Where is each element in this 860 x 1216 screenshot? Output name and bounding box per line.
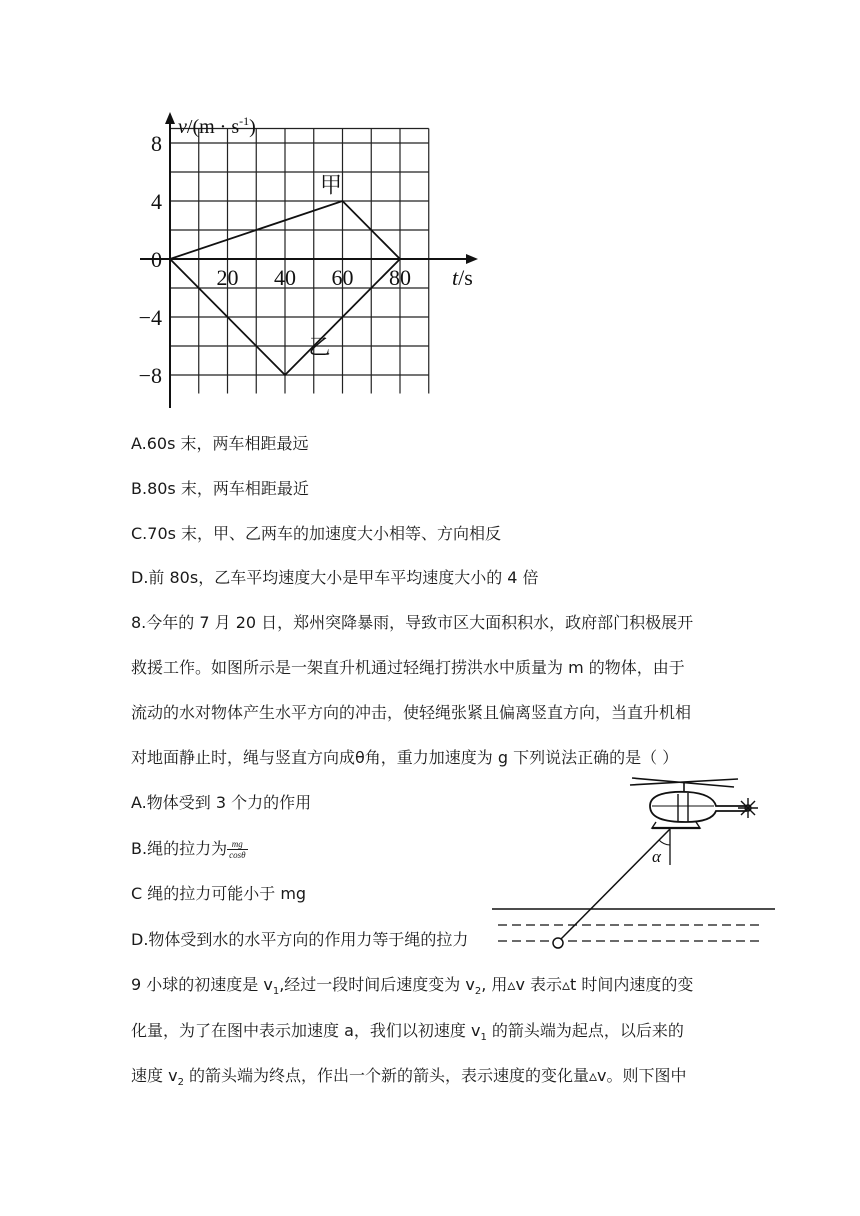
angle-label: α [652, 847, 661, 866]
q9-line-1 [131, 974, 693, 996]
series-label: 乙 [308, 334, 331, 360]
tension-fraction [227, 839, 247, 860]
y-axis-arrow [165, 112, 175, 124]
q7-option-c: C.70s 末，甲、乙两车的加速度大小相等、方向相反 [131, 524, 502, 543]
helicopter-body [650, 792, 746, 822]
subscript: 2 [474, 986, 482, 998]
x-axis-arrow [466, 254, 478, 264]
rope [560, 829, 670, 940]
helicopter-figure [488, 772, 780, 952]
x-axis-label: t/s [452, 265, 473, 290]
q9-text: 化量，为了在图中表示加速度 a，我们以初速度 v [131, 1021, 481, 1040]
x-tick-label: 80 [389, 265, 411, 290]
q8-option-b [131, 838, 248, 860]
subscript: 2 [177, 1077, 184, 1089]
q8-option-a: A.物体受到 3 个力的作用 [131, 793, 312, 812]
q7-option-b: B.80s 末，两车相距最近 [131, 479, 309, 498]
velocity-time-chart [130, 105, 500, 420]
q8-option-b-text: B.绳的拉力为 [131, 839, 228, 858]
q8-option-c: C 绳的拉力可能小于 mg [131, 884, 307, 903]
x-tick-label: 60 [331, 265, 354, 290]
fraction-denominator: cosθ [229, 850, 246, 860]
q9-text: ,经过一段时间后速度变为 v [279, 975, 475, 994]
chart-axes [140, 112, 478, 408]
q8-stem-line-1: 8.今年的 7 月 20 日，郑州突降暴雨，导致市区大面积积水，政府部门积极展开 [131, 613, 694, 632]
subscript: 1 [272, 986, 280, 998]
chart-grid [170, 129, 429, 394]
q9-line-3 [131, 1065, 687, 1087]
q8-stem-line-3: 流动的水对物体产生水平方向的冲击，使轻绳张紧且偏离竖直方向，当直升机相 [131, 703, 692, 722]
object-ball [553, 938, 563, 948]
x-tick-label: 40 [274, 265, 296, 290]
q9-text: 的箭头端为终点，作出一个新的箭头，表示速度的变化量▵v。则下图中 [183, 1066, 687, 1085]
subscript: 1 [480, 1032, 487, 1044]
q8-option-d: D.物体受到水的水平方向的作用力等于绳的拉力 [131, 930, 469, 949]
q8-stem-line-2: 救援工作。如图所示是一架直升机通过轻绳打捞洪水中质量为 m 的物体，由于 [131, 658, 685, 677]
fraction-numerator: mg [227, 839, 247, 850]
angle-arc [659, 840, 670, 845]
y-tick-label: 8 [151, 131, 162, 156]
q9-line-2 [131, 1020, 684, 1042]
q9-text: 速度 v [131, 1066, 178, 1085]
q9-text: 9 小球的初速度是 v [131, 975, 273, 994]
series-label: 甲 [319, 172, 343, 198]
q8-stem-line-4: 对地面静止时，绳与竖直方向成θ角，重力加速度为 g 下列说法正确的是（ ） [131, 748, 679, 767]
tail-rotor [738, 798, 758, 818]
q7-option-a: A.60s 末，两车相距最远 [131, 434, 309, 453]
y-tick-label: −4 [138, 305, 162, 330]
q7-option-d: D.前 80s，乙车平均速度大小是甲车平均速度大小的 4 倍 [131, 568, 539, 587]
y-tick-label: 4 [151, 189, 162, 214]
q9-text: , 用▵v 表示▵t 时间内速度的变 [481, 975, 694, 994]
y-tick-label: −8 [138, 363, 162, 388]
x-tick-label: 20 [216, 265, 239, 290]
y-tick-label: 0 [151, 247, 162, 272]
q9-text: 的箭头端为起点，以后来的 [486, 1021, 684, 1040]
y-axis-label: $v/(m \cdot s^{-1})$ [178, 114, 256, 138]
